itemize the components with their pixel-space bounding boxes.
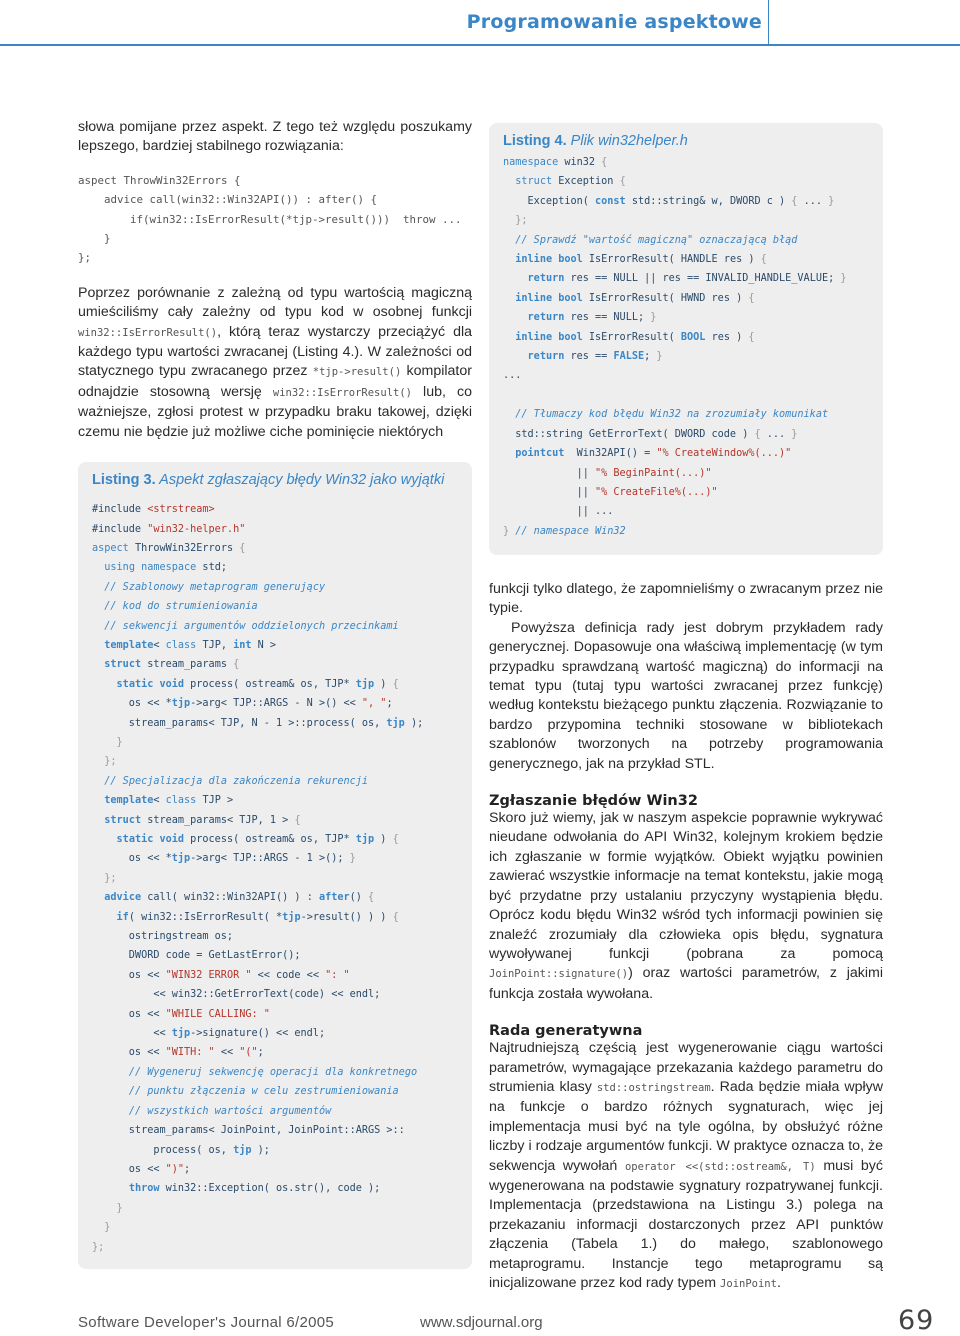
body-paragraph: funkcji tylko dlatego, że zapomnieliśmy o zwracanym przez nie typie. — [489, 581, 883, 617]
code-line: if(win32::IsErrorResult(*tjp->result())) throw ... — [78, 212, 462, 226]
right-column — [489, 580, 883, 1294]
listing-4-code: namespace win32 { struct Exception { Exception( const std::string& w, DWORD c ) { ... } }; // Sprawdź "wartość magiczną" oznaczającą błąd inline bool IsErrorResult( HANDLE res ) { return res == NULL || res == INVALID_HANDLE_VALUE; } inline bool IsErrorResult( HWND res ) { return res == NULL; } inline bool IsErrorResult( BOOL res ) { return res == FALSE; } ... // Tłumaczy kod błędu Win32 na zrozumiały komunikat std::string GetErrorText( DWORD code ) { ... } pointcut Win32API() = "% CreateWindow%(...)" || "% BeginPaint(...)" || "% CreateFile%(...)" || ... } // namespace Win32 — [503, 157, 847, 537]
left-column — [78, 118, 472, 1269]
listing-3-code: #include <strstream> #include "win32-helper.h" aspect ThrowWin32Errors { using namespace std; // Szablonowy metaprogram generujący // kod do strumieniowania // sekwencji argumentów oddzielonych przecinkami template< class TJP, int N > struct stream_params { static void process( ostream& os, TJP* tjp ) { os << *tjp->arg< TJP::ARGS - N >() << ", "; stream_params< TJP, N - 1 >::process( os, tjp ); } }; // Specjalizacja dla zakończenia rekurencji template< class TJP > struct stream_params< TJP, 1 > { static void process( ostream& os, TJP* tjp ) { os << *tjp->arg< TJP::ARGS - 1 >(); } }; advice call( win32::Win32API() ) : after() { if( win32::IsErrorResult( *tjp->result() ) ) { ostringstream os; DWORD code = GetLastError(); os << "WIN32 ERROR " << code << ": " << win32::GetErrorText(code) << endl; os << "WHILE CALLING: " << tjp->signature() << endl; os << "WITH: " << "("; // Wygeneruj sekwencję operacji dla konkretnego // punktu złączenia w celu zestrumieniowania // wszystkich wartości argumentów stream_params< JoinPoint, JoinPoint::ARGS >:: process( os, tjp ); os << ")"; throw win32::Exception( os.str(), code ); } } }; — [92, 504, 424, 1253]
footer-url: www.sdjournal.org — [420, 1314, 543, 1331]
section-title: Programowanie aspektowe — [466, 11, 762, 33]
listing-3 — [78, 462, 472, 1269]
intro-paragraph: słowa pomijane przez aspekt. Z tego też względu poszukamy lepszego, bardziej stabilnego rozwiązania: — [78, 119, 472, 155]
code-line: advice call(win32::Win32API()) : after() { — [78, 193, 378, 207]
footer-journal: Software Developer's Journal 6/2005 — [78, 1314, 335, 1331]
inline-code: JoinPoint::signature() — [489, 968, 629, 981]
code-line: aspect ThrowWin32Errors { — [78, 173, 241, 187]
listing-4 — [489, 123, 883, 555]
header-rule — [0, 44, 960, 46]
header-divider — [768, 0, 769, 46]
inline-code: win32::IsErrorResult() — [272, 386, 412, 399]
code-line: }; — [78, 251, 92, 265]
listing-title: Listing 4. Plik win32helper.h — [503, 133, 688, 149]
code-line: } — [78, 232, 111, 246]
listing-title: Listing 3. Aspekt zgłaszający błędy Win32 jako wyjątki — [92, 472, 445, 489]
page-number: 69 — [898, 1305, 935, 1336]
body-paragraph: Powyższa definicja rady jest dobrym przykładem rady generycznej. Dopasowuje ona właściwą implementację (w tym przypadku sprawdzaną wartość magiczną) do informacji na temat typu (tutaj typu wartości zwracanej przez funkcję) według kontekstu bieżącego punktu złączenia. Rozwiązanie to bardzo przypomina techniki stosowane w bibliotekach szablonów tworzonych na potrzeby programowania generycznego, jak na przykład STL. — [489, 619, 883, 772]
inline-code: win32::IsErrorResult() — [78, 326, 218, 339]
inline-code: std::ostringstream — [596, 1081, 711, 1094]
section-heading: Zgłaszanie błędów Win32 — [489, 793, 698, 810]
body-paragraph: Skoro już wiemy, jak w naszym aspekcie poprawnie wykrywać nieudane odwołania do API Win32, kolejnym krokiem będzie ich zgłaszanie w formie wyjątków. Obiekt wyjątku powinien zawierać wszystkie informacje na temat kontekstu, jakie mogą być przydatne przy ustalaniu przyczyny wystąpienia błędu. Oprócz kodu błędu Win32 wśród tych informacji powinien się znaleźć zrozumiały dla człowieka opis błędu, sygnatura wywoływanej funkcji (pobrana za pomocą JoinPoint::signature()) oraz wartości parametrów, z jakimi funkcja została wywołana. — [489, 810, 883, 1002]
page-header — [0, 0, 960, 48]
inline-code: *tjp->result() — [312, 366, 402, 379]
inline-code: JoinPoint — [720, 1278, 777, 1290]
section-heading: Rada generatywna — [489, 1023, 643, 1040]
body-paragraph: Najtrudniejszą częścią jest wygenerowanie ciągu wartości parametrów, wymagające przekazania każdego parametru do strumienia klasy std::ostringstream. Rada będzie miała wpływ na funkcje o bardzo różnych sygnaturach, więc jej implementacja musi być na tyle ogólna, by obsłużyć różne liczby i rodzaje argumentów funkcji. W praktyce oznacza to, że sekwencja wywołań operator <<(std::ostream&, T) musi być wygenerowana na podstawie sygnatury rozpatrywanej funkcji. Implementacja (przedstawiona na Listingu 3.) polega na przekazaniu informacji dostarczonych przez API punktów złączenia (Tabela 1.) do małego, szablonowego metaprogramu. Instancje tego metaprogramu są inicjalizowane przez kod rady typem JoinPoint. — [489, 1040, 884, 1291]
inline-code-snippet — [78, 171, 472, 268]
inline-code: operator <<(std::ostream&, T) — [624, 1160, 816, 1173]
body-paragraph: Poprzez porównanie z zależną od typu wartością magiczną umieściliśmy cały zależny od typu kod w osobnej funkcji win32::IsErrorResult(), którą teraz wystarczy przeciążyć dla każdego typu wartości zwracanej (Listing 4.). W zależności od statycznego typu zwracanego przez *tjp->result() kompilator odnajdzie stosowną wersję win32::IsErrorResult() lub, co ważniejsze, zgłosi protest w przypadku braku takowej, dzięki czemu nie będzie już możliwe ciche pominięcie niektórych — [78, 284, 472, 440]
